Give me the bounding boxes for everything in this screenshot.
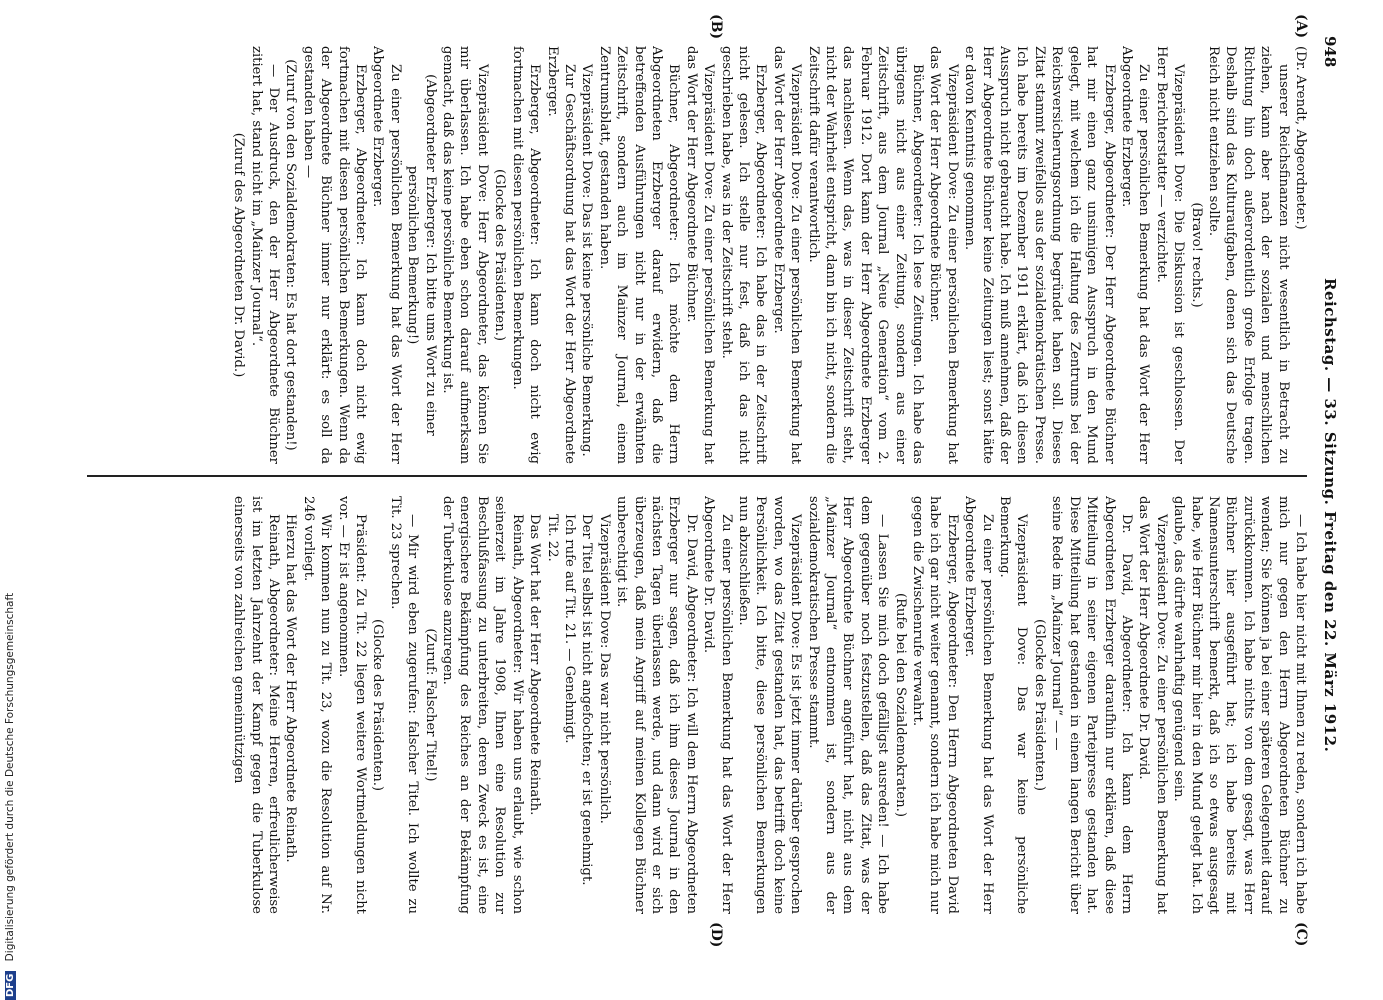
paragraph: Präsident: Zu Tit. 22 liegen weitere Wortmeldungen nicht vor. — Er ist angenommen. [335,496,369,914]
page-number: 948 [1321,36,1339,68]
dfg-logo: DFG [5,971,16,1000]
paragraph: Zu einer persönlichen Bemerkung hat das Wort der Herr Abgeordnete Erzberger. [1118,46,1152,464]
paragraph: (Glocke des Präsidenten.) [370,618,386,792]
paragraph: Vizepräsident Dove: Das war keine persönliche Bemerkung. [997,496,1030,914]
paragraph: Dr. David, Abgeordneter: Ich kann dem Herrn Abgeordneten Erzberger daraufhin nur erklären, daß diese Mitteilung in seiner eigenen Parteipresse gestanden hat. Diese Mitteilung hat gestanden in einem langen Bericht über seine Rede im „Mainzer Journal“ — — [1049,496,1134,914]
paragraph: Vizepräsident Dove: Herr Abgeordneter, das können Sie mir überlassen. Ich habe eben schon darauf aufmerksam gemacht, daß das keine persönliche Bemerkung ist. [440,46,490,464]
paragraph: Vizepräsident Dove: Das ist keine persönliche Bemerkung. [579,64,595,457]
margin-marker-d: (D) [708,922,724,948]
right-column [109,496,1309,914]
paragraph: (Rufe bei den Sozialdemokraten.) [892,592,908,818]
paragraph: Vizepräsident Dove: Es ist jetzt immer darüber gesprochen worden, wo das Zitat gestanden hat, das betrifft doch keine Persönlichkeit. Ich bitte, diese persönlichen Bemerkungen nun abzuschließen. [736,496,804,914]
paragraph: (Glocke des Präsidenten.) [1031,618,1047,792]
paragraph: (Zuruf des Abgeordneten Dr. David.) [231,132,247,378]
paragraph: (Zuruf von den Sozialdemokraten: Es hat dort gestanden!) [283,59,299,451]
paragraph: — Lassen Sie mich doch gefälligst ausreden! — Ich habe dem gegenüber noch festzustellen, daß das Zitat, was der Herr Abgeordnete Büchner angeführt hat, nicht aus dem „Mainzer Journal“ entnommen ist, sondern aus der sozialdemokratischen Presse stammt. [805,496,891,914]
left-column [109,46,1309,464]
paragraph: (Abgeordneter Erzberger: Ich bitte ums Wort zu einer persönlichen Bemerkung!) [405,74,438,436]
paragraph: Ich rufe auf Tit. 21. — Genehmigt. [561,514,577,744]
page-header [1313,28,1339,928]
paragraph: (Bravo! rechts.) [1188,202,1204,308]
paragraph: Erzberger, Abgeordneter: Den Herrn Abgeordneten David habe ich gar nicht weiter genannt, sondern ich habe mich nur gegen die Zwischenrufe verwahrt. [910,496,960,914]
paragraph: Wir kommen nun zu Tit. 23, wozu die Resolution auf Nr. 246 vorliegt. [300,496,334,914]
margin-marker-b: (B) [708,14,724,40]
paragraph: Vizepräsident Dove: Zu einer persönlichen Bemerkung hat das Wort der Herr Abgeordnete Erzberger. [770,46,804,464]
margin-marker-a: (A) [1293,14,1309,39]
paragraph: Zur Geschäftsordnung hat das Wort der Herr Abgeordnete Erzberger. [544,46,577,464]
page-title: Reichstag. — 33. Sitzung. Freitag den 22. März 1912. [1321,278,1339,753]
paragraph: Zu einer persönlichen Bemerkung hat das Wort der Herr Abgeordnete Erzberger. [370,46,403,464]
paragraph: — Ich habe hier nicht mit Ihnen zu reden, sondern ich habe mich nur gegen den Herrn Abgeordneten Büchner zu wenden; Sie können ja bei einer späteren Gelegenheit darauf zurückkommen. Ich habe nichts von dem gesagt, was Herr Büchner hier ausgeführt hat; ich habe bereits mit Namensunterschrift bemerkt, daß ich so etwas ausgesagt habe, wie Herr Büchner mir hier in den Mund gelegt hat. Ich glaube, das dürfte wahrhaftig genügend sein. [1171,496,1308,914]
paragraph: Reinath, Abgeordneter: Wir haben uns erlaubt, wie schon seinerzeit im Jahre 1908, Ihnen eine Resolution zur Beschlußfassung zu unterbreiten, deren Zweck es ist, eine energischere Bekämpfung des Reiches an der Bekämpfung der Tuberkulose anzuregen. [440,496,525,914]
paragraph: Zu einer persönlichen Bemerkung hat das Wort der Herr Abgeordnete Dr. David. [701,496,734,914]
paragraph: — Mir wird eben zugerufen: falscher Titel. Ich wollte zu Tit. 23 sprechen. [387,496,421,914]
paragraph: Vizepräsident Dove: Die Diskussion ist geschlossen. Der Herr Berichterstatter — verzichtet. [1153,46,1187,464]
paragraph: (Zuruf: Falscher Titel!) [422,628,438,782]
paragraph: Hierzu hat das Wort der Herr Abgeordnete Reinath. [283,514,299,863]
margin-marker-c: (C) [1293,922,1309,947]
column-divider [87,475,1307,477]
paragraph: Erzberger, Abgeordneter: Der Herr Abgeordnete Büchner hat mir einen ganz unsinnigen Ausspruch in den Mund gelegt, mit welchem ich die Haltung des Zentrums bei der Reichsversicherungsordnung begründet haben soll. Dieses Zitat stammt zweifellos aus der sozialdemokratischen Presse. Ich habe bereits im Dezember 1911 erklärt, daß ich diesen Ausspruch nicht gebraucht habe. Ich muß annehmen, daß der Herr Abgeordnete Büchner keine Zeitungen liest; sonst hätte er davon Kenntnis genommen. [962,46,1117,464]
paragraph: (Glocke des Präsidenten.) [492,168,508,342]
paragraph: Vizepräsident Dove: Zu einer persönlichen Bemerkung hat das Wort der Herr Abgeordnete Dr. David. [1136,496,1169,914]
paragraph: unserer Reichsfinanzen nicht wesentlich in Betracht zu ziehen, kann aber nach der sozialen und menschlichen Richtung hin doch außerordentlich große Erfolge tragen. Deshalb sind das Kulturaufgaben, denen sich das Deutsche Reich nicht entziehen sollte. [1205,46,1291,464]
funding-note-text: Digitalisierung gefördert durch die Deutsche Forschungsgemeinschaft [4,592,16,962]
funding-note [4,0,20,1000]
paragraph: (Dr. Arendt, Abgeordneter.) [1293,46,1308,230]
paragraph: Vizepräsident Dove: Zu einer persönlichen Bemerkung hat das Wort der Herr Abgeordnete Büchner. [683,46,717,464]
paragraph: Erzberger, Abgeordneter: Ich kann doch nicht ewig fortmachen mit diesen persönlichen Bemerkungen. Wenn da der Abgeordnete Büchner immer nur erklärt: es soll da gestanden haben — [300,46,369,464]
paragraph: Tit. 22. [544,514,560,562]
paragraph: Büchner, Abgeordneter: Ich lese Zeitungen. Ich habe das übrigens nicht aus einer Zeitung, sondern aus einer Zeitschrift, aus dem Journal „Neue Generation“ vom 2. Februar 1912. Dort kann der Herr Abgeordnete Erzberger das nachlesen. Wenn das, was in dieser Zeitschrift steht, nicht der Wahrheit entspricht, dann bin ich nicht, sondern die Zeitschrift dafür verantwortlich. [805,46,926,464]
paragraph: Erzberger, Abgeordneter: Ich kann doch nicht ewig fortmachen mit diesen persönlichen Bemerkungen. [509,46,543,464]
paragraph: Büchner, Abgeordneter: Ich möchte dem Herrn Abgeordneten Erzberger darauf erwidern, daß die betreffenden Ausführungen nicht nur in der erwähnten Zeitschrift, sondern auch im Mainzer Journal, einem Zentrumsblatt, gestanden haben. [596,46,682,464]
paragraph: Vizepräsident Dove: Zu einer persönlichen Bemerkung hat das Wort der Herr Abgeordnete Büchner. [927,46,960,464]
paragraph: Zu einer persönlichen Bemerkung hat das Wort der Herr Abgeordnete Erzberger. [962,496,995,914]
paragraph: Vizepräsident Dove: Das war nicht persönlich. [596,514,612,824]
scanned-page [76,14,1339,948]
paragraph: Der Titel selbst ist nicht angefochten; er ist genehmigt. [579,514,595,886]
paragraph: Das Wort hat der Herr Abgeordnete Reinath. [527,514,543,816]
paragraph: Erzberger, Abgeordneter: Ich habe das in der Zeitschrift nicht gelesen. Ich stelle nur fest, daß ich das nicht geschrieben habe, was in der Zeitschrift steht. [718,46,769,464]
paragraph: Reinath, Abgeordneter: Meine Herren, erfreulicherweise ist im letzten Jahrzehnt der Kampf gegen die Tuberkulose einerseits von zahlreichen gemeinnützigen [231,496,282,914]
paragraph: Dr. David, Abgeordneter: Ich will dem Herrn Abgeordneten Erzberger nur sagen, daß ich ihm dieses Journal in den nächsten Tagen überlassen werde, und dann wird er sich überzeugen, daß mein Angriff auf meinen Kollegen Büchner unberechtigt ist. [614,496,699,914]
paragraph: — Der Ausdruck, den der Herr Abgeordnete Büchner zitiert hat, stand nicht im „Mainzer Journal“. [248,46,282,464]
